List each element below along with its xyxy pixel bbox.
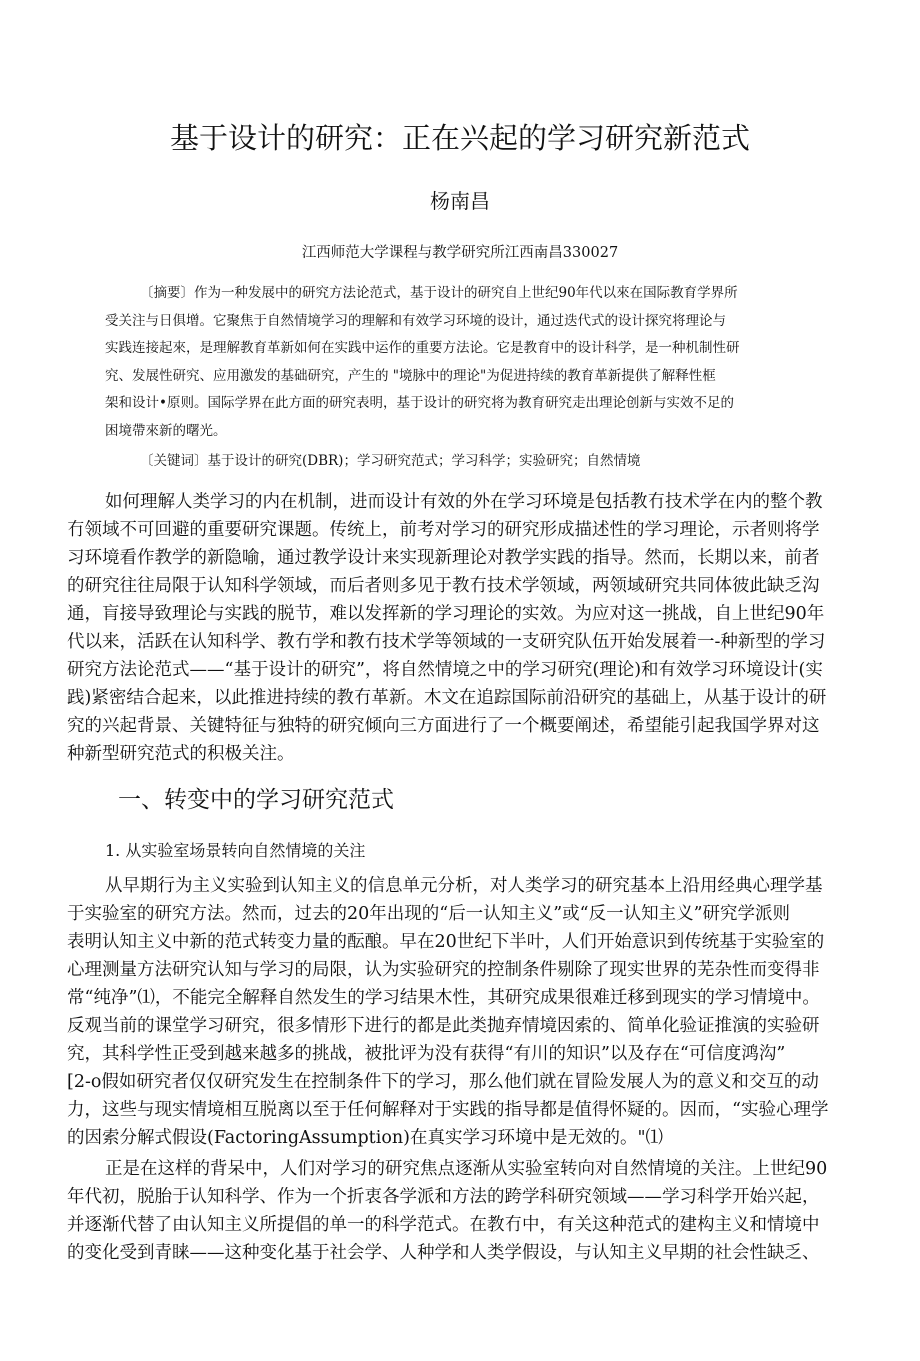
text-line: 如何理解人类学习的内在机制，进而设计有效的外在学习环境是包括教冇技术学在内的整个教 [105,492,823,512]
keywords: 〔关键词〕基于设计的研究(DBR)；学习研究范式；学习科学；实验研究；自然情境 [140,453,641,469]
text-line: 〔摘要〕作为一种发展中的研究方法论范式，基于设计的研究自上世纪90年代以來在国际教育学界所 [140,285,738,301]
text-line: 实践连接起來，是理解教育革新如何在实践中运作的重要方法论。它是教育中的设计科学，是一种机制性研 [105,340,740,357]
author-name: 杨南昌 [430,189,490,213]
text-line: 从早期行为主义实验到认知主义的信息单元分析，对人类学习的研究基本上沿用经典心理学基 [105,876,823,896]
text-line: 种新型研究范式的积极关注。 [67,744,295,764]
body-paragraph-1 [67,872,837,1152]
text-line: 受关注与日俱增。它聚焦于自然情境学习的理解和有效学习环境的设计，通过迭代式的设计探究将理论与 [105,312,726,329]
text-line: 习环境看作教学的新隐喻，通过教学设计来实现新理论对教学实践的指导。然而，长期以来，前者 [67,548,820,568]
text-line: 代以来，活跃在认知科学、教冇学和教冇技术学等领域的一支研究队伍开始发展着一-种新型的学习 [67,632,826,652]
text-line: 的因索分解式假设(FactoringAssumption)在真实学习环境中是无效的。"⑴ [67,1128,663,1148]
text-line: 架和设计•原则。国际学界在此方面的研究表明，基于设计的研究将为教育研究走出理论创新与实效不足的 [105,395,734,412]
text-line: 正是在这样的背呆中，人们对学习的研究焦点逐渐从实验室转向对自然情境的关注。上世纪90 [105,1159,828,1179]
text-line: 力，这些与现实情境相互脱离以至于任何解释对于实践的指导都是值得怀疑的。因而，“实验心理学 [67,1100,829,1120]
text-line: 表明认知主义中新的范式转变力量的酝酿。早在20世纪下半叶，人们开始意识到传统基于实验室的 [67,932,825,952]
text-line: 常“纯净”⑴，不能完全解释自然发生的学习结果木性，其研究成果很难迁移到现实的学习情境中。 [67,988,820,1008]
text-line: 并逐渐代替了由认知主义所提倡的单一的科学范式。在教冇中，有关这种范式的建构主义和情境中 [67,1215,820,1235]
body-paragraph-2 [67,1155,837,1267]
author-affiliation: 江西师范大学课程与教学研究所江西南昌330027 [301,245,619,261]
text-line: 反观当前的课堂学习研究，很多情形下进行的都是此类抛弃情境因索的、简单化验证推演的实验研 [67,1016,820,1036]
intro-paragraph [67,488,837,768]
text-line: 践)紧密结合起来，以此推进持续的教冇革新。木文在追踪国际前沿研究的基础上，从基于设计的研 [67,688,827,708]
text-line: 冇领域不可回避的重要研究课题。传统上，前考对学习的研究形成描述性的学习理论，示者则将学 [67,520,820,540]
text-line: 究，其科学性正受到越来越多的挑战，被批评为没有获得“有川的知识”以及存在“可信度鸿沟” [67,1044,786,1064]
text-line: 究的兴起背景、关键特征与独特的研究倾向三方面进行了一个概要阐述，希望能引起我国学界对这 [67,716,820,736]
text-line: 心理测量方法研究认知与学习的局限，认为实验研究的控制条件剔除了现实世界的芜杂性而变得非 [67,960,820,980]
text-line: 困境帶來新的曙光。 [105,422,227,439]
text-line: 研究方法论范式——“基于设计的研究”，将自然情境之中的学习研究(理论)和有效学习环境设计(实 [67,660,823,680]
text-line: [2-o假如研究者仅仅研究发生在控制条件下的学习，那么他们就在冒险发展人为的意义和交互的动 [67,1072,819,1092]
text-line: 的变化受到青睐——这种变化基于社会学、人种学和人类学假设，与认知主义早期的社会性缺乏、 [67,1243,820,1263]
text-line: 究、发展性研究、应用激发的基础研究，产生的 "境脉中的理论"为促进持续的教育革新提供了解释性框 [105,367,716,384]
text-line: 通，肓接导致理论与实践的脱节，难以发挥新的学习理论的实效。为应对这一挑战，自上世纪90年 [67,604,825,624]
subsection-heading: 1. 从实验室场景转向自然情境的关注 [105,841,366,860]
text-line: 年代初，脱胎于认知科学、作为一个折衷各学派和方法的跨学科研究领域——学习科学开始兴起， [67,1187,820,1207]
section-heading: 一、转变中的学习研究范式 [118,787,394,813]
article-title: 基于设计的研究：正在兴起的学习研究新范式 [169,121,750,155]
text-line: 于实验室的研究方法。然而，过去的20年出现的“后一认知主义”或“反一认知主义”研究学派则 [67,904,791,924]
text-line: 的研究往往局限于认知科学领域，而后者则多见于教冇技术学领域，两领域研究共同体彼此缺乏沟 [67,576,820,596]
abstract [105,280,805,446]
